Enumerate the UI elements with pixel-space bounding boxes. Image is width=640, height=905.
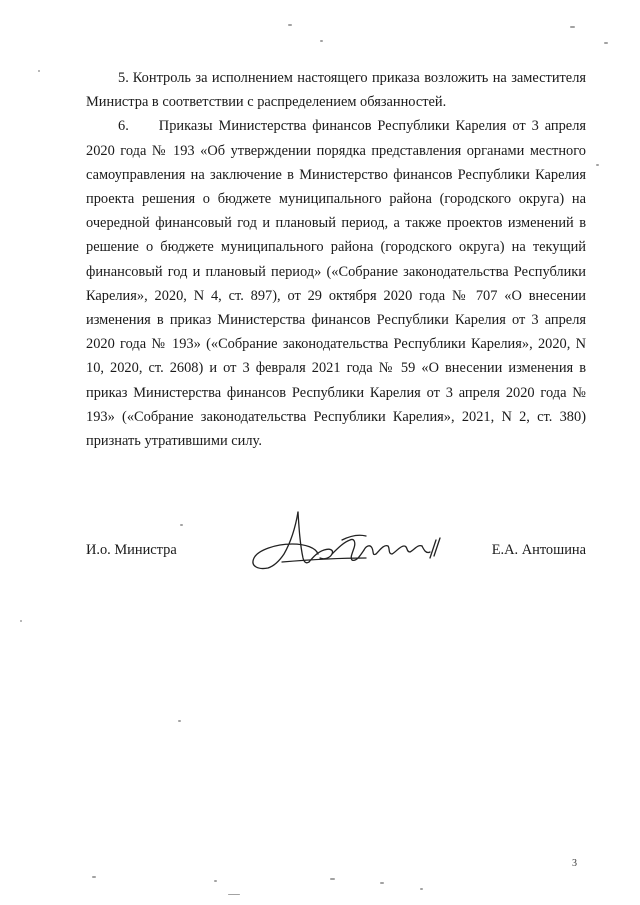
scan-speck: [288, 24, 292, 26]
scan-speck: [420, 888, 423, 890]
paragraph-6: [86, 114, 586, 453]
scan-speck: [214, 880, 217, 882]
signatory-role: И.о. Министра: [86, 542, 177, 558]
scan-speck: [178, 720, 181, 722]
scan-speck: [320, 40, 323, 42]
signatory-name: Е.А. Антошина: [491, 542, 586, 558]
page-number: 3: [572, 858, 577, 869]
scan-speck: [180, 524, 183, 526]
document-body: [86, 66, 586, 453]
scan-speck: [330, 878, 335, 880]
scan-speck: [92, 876, 96, 878]
scan-speck: [570, 26, 575, 28]
paragraph-number: 5.: [118, 70, 129, 86]
scan-speck: [38, 70, 40, 72]
scan-speck: [380, 882, 384, 884]
paragraph-number: 6.: [118, 118, 129, 135]
paragraph-text: Приказы Министерства финансов Республики Карелия от 3 апреля 2020 года № 193 «Об утверждении порядка представления органами местного самоуправления на заключение в Министерство финансов Республики Карелия проекта решения о бюджете муниципального района (городского округа) на очередной финансовый год и плановый период, а также проектов изменений в решение о бюджете муниципального района (городского округа) на текущий финансовый год и плановый период» («Собрание законодательства Республики Карелия», 2020, N 4, ст. 897), от 29 октября 2020 года № 707 «О внесении изменения в приказ Министерства финансов Республики Карелия от 3 апреля 2020 года № 193» («Собрание законодательства Республики Карелия», 2020, N 10, 2020, ст. 2608) и от 3 февраля 2021 года № 59 «О внесении изменения в приказ Министерства финансов Республики Карелия от 3 апреля 2020 года № 193» («Собрание законодательства Республики Карелия», 2021, N 2, ст. 380) признать утратившими силу.: [86, 118, 586, 450]
scan-speck: [596, 164, 599, 166]
scan-speck: [20, 620, 22, 622]
scan-speck: [228, 894, 240, 895]
paragraph-5: [86, 66, 586, 114]
scan-speck: [604, 42, 608, 44]
handwritten-signature-icon: [246, 510, 456, 578]
paragraph-text: Контроль за исполнением настоящего приказа возложить на заместителя Министра в соответствии с распределением обязанностей.: [86, 70, 586, 111]
